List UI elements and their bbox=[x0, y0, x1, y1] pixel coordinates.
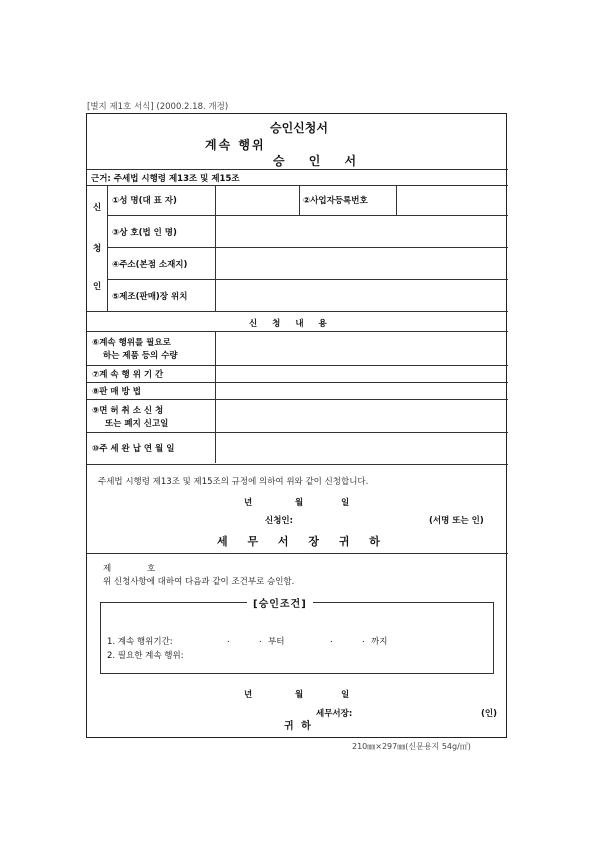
approval-application-form bbox=[86, 113, 507, 738]
address-label: ④주소(본점 소재지) bbox=[112, 260, 188, 270]
approval-addressee: 귀 하 bbox=[284, 721, 313, 732]
condition-action-label: 2. 필요한 계속 행위: bbox=[107, 651, 184, 661]
condition-period-dot: . bbox=[259, 635, 262, 645]
divider bbox=[299, 185, 300, 215]
approval-conditions-box bbox=[100, 599, 494, 674]
approval-statement: 위 신청사항에 대하여 다음과 같이 조건부로 승인함. bbox=[103, 577, 295, 587]
condition-period-dot: . bbox=[362, 635, 365, 645]
approval-year: 년 bbox=[244, 690, 253, 700]
address-field[interactable] bbox=[216, 248, 507, 278]
period-label: ⑦계 속 행 위 기 간 bbox=[92, 370, 164, 380]
tax-director-label: 세무서장: bbox=[316, 709, 353, 719]
application-year: 년 bbox=[244, 498, 253, 508]
quantity-label: ⑥계속 행위를 필요로 bbox=[92, 338, 171, 348]
applicant-signature-label: 신청인: bbox=[265, 516, 294, 526]
license-cancel-field[interactable] bbox=[216, 400, 507, 431]
seal-label: (인) bbox=[481, 709, 497, 719]
condition-period-to: 까지 bbox=[371, 637, 388, 647]
signature-or-seal-label: (서명 또는 인) bbox=[429, 516, 484, 526]
factory-location-field[interactable] bbox=[216, 280, 507, 310]
approval-month: 월 bbox=[295, 690, 304, 700]
tax-director-field[interactable] bbox=[362, 704, 472, 718]
sales-method-label: ⑧판 매 방 법 bbox=[92, 387, 141, 397]
paper-spec-note: 210㎜×297㎜(신문용지 54g/㎡) bbox=[352, 742, 471, 751]
divider bbox=[87, 311, 508, 312]
divider bbox=[107, 185, 108, 311]
tax-paid-date-label: ⑩주 세 완 납 연 월 일 bbox=[92, 444, 175, 454]
content-section-header: 신 청 내 용 bbox=[249, 319, 333, 329]
addressee-tax-office: 세 무 서 장 귀 하 bbox=[217, 535, 388, 548]
business-number-field[interactable] bbox=[397, 186, 507, 214]
quantity-field[interactable] bbox=[216, 332, 507, 364]
trade-name-field[interactable] bbox=[216, 216, 507, 246]
name-field[interactable] bbox=[216, 186, 298, 214]
approval-number-suffix: 호 bbox=[147, 564, 156, 574]
applicant-side-label: 청 bbox=[93, 244, 102, 254]
application-month: 월 bbox=[295, 498, 304, 508]
application-statement: 주세법 시행령 제13조 및 제15조의 규정에 의하여 위와 같이 신청합니다. bbox=[98, 477, 369, 487]
approval-number-prefix: 제 bbox=[103, 564, 112, 574]
quantity-label: 하는 제품 등의 수량 bbox=[103, 351, 178, 361]
license-cancel-label: 또는 폐지 신고일 bbox=[105, 419, 169, 429]
approval-conditions-title: [승인조건] bbox=[247, 595, 313, 610]
divider bbox=[87, 464, 508, 465]
form-title-line2: 계속 행위 bbox=[205, 138, 266, 152]
trade-name-label: ③상 호(법 인 명) bbox=[112, 228, 177, 238]
applicant-side-label: 신 bbox=[93, 203, 102, 213]
divider bbox=[87, 169, 508, 170]
approval-day: 일 bbox=[341, 690, 350, 700]
tax-paid-date-field[interactable] bbox=[216, 433, 507, 463]
divider bbox=[87, 553, 508, 554]
applicant-side-label: 인 bbox=[93, 282, 102, 292]
condition-period-dot: . bbox=[227, 635, 230, 645]
sales-method-field[interactable] bbox=[216, 383, 507, 398]
factory-location-label: ⑤제조(판매)장 위치 bbox=[112, 292, 188, 302]
condition-period-label: 1. 계속 행위기간: bbox=[107, 637, 173, 647]
form-title-line1: 승인신청서 bbox=[270, 121, 328, 135]
application-day: 일 bbox=[341, 498, 350, 508]
license-cancel-label: ⑨면 허 취 소 신 청 bbox=[92, 406, 164, 416]
legal-basis: 근거: 주세법 시행령 제13조 및 제15조 bbox=[91, 174, 240, 184]
name-label: ①성 명(대 표 자) bbox=[112, 196, 177, 206]
form-title-line3: 승 인 서 bbox=[273, 154, 367, 168]
business-number-label: ②사업자등록번호 bbox=[303, 196, 368, 206]
period-field[interactable] bbox=[216, 366, 507, 381]
applicant-signature-field[interactable] bbox=[299, 511, 419, 525]
condition-period-from: 부터 bbox=[268, 637, 285, 647]
form-number-note: [별지 제1호 서식] (2000.2.18. 개정) bbox=[87, 102, 229, 112]
condition-period-dot: . bbox=[330, 635, 333, 645]
